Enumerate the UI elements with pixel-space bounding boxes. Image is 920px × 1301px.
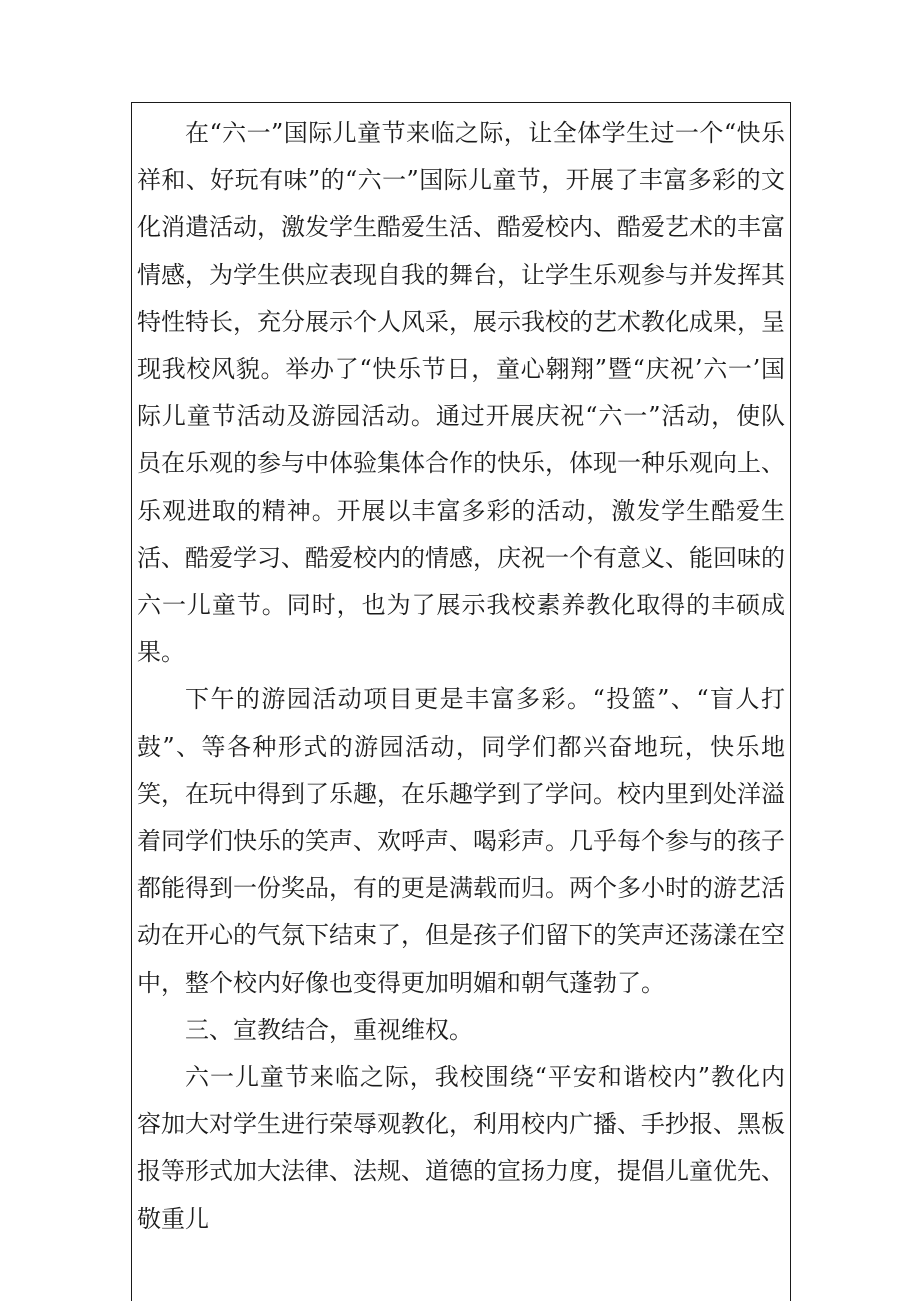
page-frame <box>131 102 791 1301</box>
document-body <box>137 110 785 1243</box>
paragraph-3: 六一儿童节来临之际，我校围绕“平安和谐校内”教化内容加大对学生进行荣辱观教化，利用校内广播、手抄报、黑板报等形式加大法律、法规、道德的宣扬力度，提倡儿童优先、敬重儿 <box>137 1063 785 1233</box>
paragraph-2: 下午的游园活动项目更是丰富多彩。“投篮”、“盲人打鼓”、等各种形式的游园活动，同学们都兴奋地玩，快乐地笑，在玩中得到了乐趣，在乐趣学到了学问。校内里到处洋溢着同学们快乐的笑声、欢呼声、喝彩声。几乎每个参与的孩子都能得到一份奖品，有的更是满载而归。两个多小时的游艺活动在开心的气氛下结束了，但是孩子们留下的笑声还荡漾在空中，整个校内好像也变得更加明媚和朝气蓬勃了。 <box>137 685 785 997</box>
paragraph-1: 在“六一”国际儿童节来临之际，让全体学生过一个“快乐祥和、好玩有味”的“六一”国际儿童节，开展了丰富多彩的文化消遣活动，激发学生酷爱生活、酷爱校内、酷爱艺术的丰富情感，为学生供应表现自我的舞台，让学生乐观参与并发挥其特性特长，充分展示个人风采，展示我校的艺术教化成果，呈现我校风貌。举办了“快乐节日，童心翱翔”暨“庆祝’六一’国际儿童节活动及游园活动。通过开展庆祝“六一”活动，使队员在乐观的参与中体验集体合作的快乐，体现一种乐观向上、乐观进取的精神。开展以丰富多彩的活动，激发学生酷爱生活、酷爱学习、酷爱校内的情感，庆祝一个有意义、能回味的六一儿童节。同时，也为了展示我校素养教化取得的丰硕成果。 <box>137 119 785 667</box>
section-heading: 三、宣教结合，重视维权。 <box>185 1015 473 1044</box>
